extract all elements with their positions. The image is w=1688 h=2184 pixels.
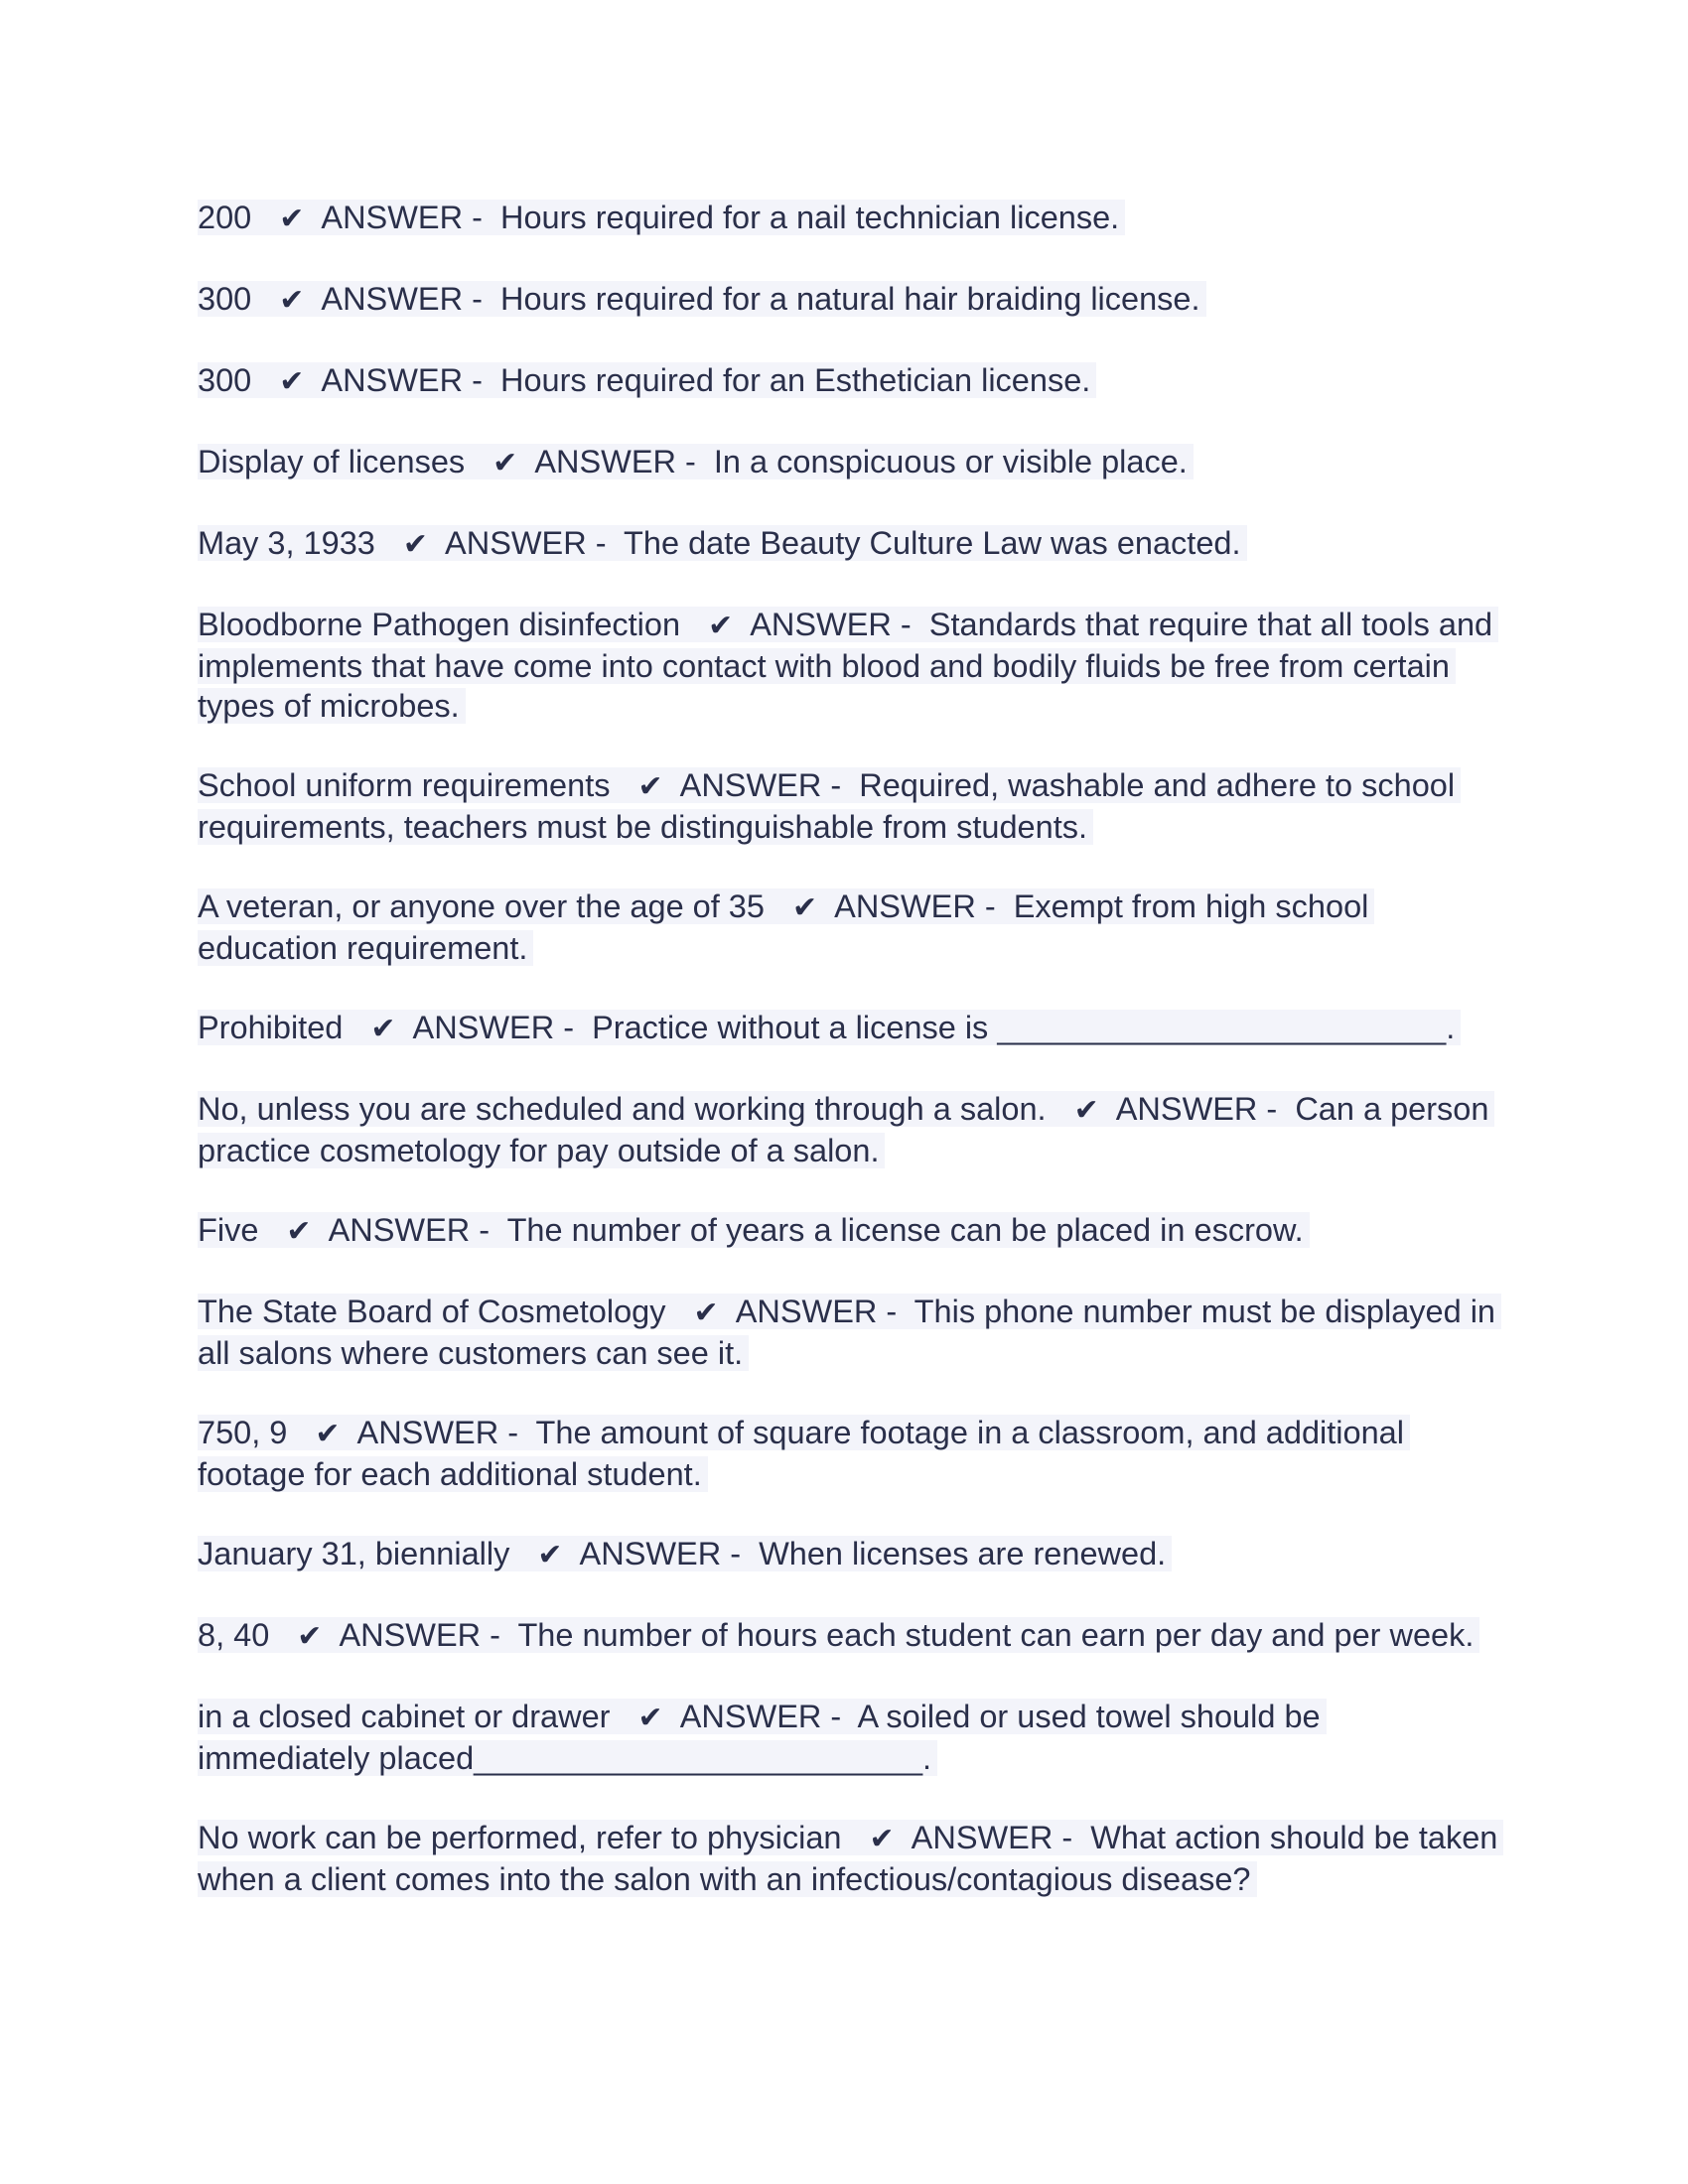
check-mark-icon: ✔ (286, 1214, 312, 1249)
definition: The amount of square footage in a classroom, and additional footage for each additional student. (198, 1415, 1404, 1492)
qa-item (198, 1089, 1498, 1170)
qa-item (198, 279, 1498, 321)
definition: What action should be taken when a client comes into the salon with an infectious/contagious disease? (198, 1820, 1498, 1897)
qa-item (198, 198, 1498, 239)
qa-item (198, 887, 1498, 968)
term: Five (198, 1212, 259, 1248)
term: May 3, 1933 (198, 525, 375, 561)
definition: Hours required for a natural hair braiding license. (499, 281, 1200, 317)
term: Prohibited (198, 1010, 344, 1045)
document-page (198, 198, 1498, 1939)
answer-label: ANSWER - (1115, 1091, 1278, 1127)
answer-label: ANSWER - (339, 1617, 500, 1653)
term: January 31, biennially (198, 1536, 510, 1571)
definition: Exempt from high school education requirement. (198, 888, 1369, 966)
answer-label: ANSWER - (750, 607, 912, 642)
answer-label: ANSWER - (679, 1699, 842, 1734)
answer-label: ANSWER - (735, 1294, 898, 1329)
qa-item (198, 1534, 1498, 1575)
definition: In a conspicuous or visible place. (713, 444, 1188, 479)
answer-label: ANSWER - (911, 1820, 1073, 1855)
definition: Hours required for a nail technician license. (499, 200, 1120, 235)
definition: This phone number must be displayed in all salons where customers can see it. (198, 1294, 1496, 1371)
check-mark-icon: ✔ (315, 1417, 341, 1451)
check-mark-icon: ✔ (869, 1822, 895, 1856)
term: in a closed cabinet or drawer (198, 1699, 611, 1734)
check-mark-icon: ✔ (537, 1538, 563, 1572)
definition: Hours required for an Esthetician license. (499, 362, 1091, 398)
term: School uniform requirements (198, 767, 611, 803)
check-mark-icon: ✔ (708, 609, 734, 643)
term: A veteran, or anyone over the age of 35 (198, 888, 765, 924)
check-mark-icon: ✔ (279, 202, 305, 236)
definition: Standards that require that all tools and implements that have come into contact with blood and bodily fluids be free from certain types of microbes. (198, 607, 1493, 724)
term: Bloodborne Pathogen disinfection (198, 607, 681, 642)
check-mark-icon: ✔ (279, 283, 305, 318)
definition: Practice without a license is _________________________. (592, 1010, 1456, 1045)
definition: Required, washable and adhere to school requirements, teachers must be distinguishable from students. (198, 767, 1456, 845)
term: 8, 40 (198, 1617, 270, 1653)
answer-label: ANSWER - (412, 1010, 575, 1045)
check-mark-icon: ✔ (791, 890, 818, 925)
answer-label: ANSWER - (834, 888, 996, 924)
definition: Can a person practice cosmetology for pay outside of a salon. (198, 1091, 1489, 1168)
qa-item (198, 605, 1498, 726)
qa-item (198, 523, 1498, 565)
term: 300 (198, 281, 252, 317)
qa-item (198, 360, 1498, 402)
definition: The number of years a license can be placed in escrow. (506, 1212, 1304, 1248)
definition: The number of hours each student can earn per day and per week. (517, 1617, 1475, 1653)
qa-item (198, 1292, 1498, 1373)
check-mark-icon: ✔ (637, 769, 663, 804)
answer-label: ANSWER - (579, 1536, 742, 1571)
check-mark-icon: ✔ (402, 527, 429, 562)
answer-label: ANSWER - (679, 767, 842, 803)
definition: A soiled or used towel should be immediately placed_________________________. (198, 1699, 1321, 1776)
check-mark-icon: ✔ (370, 1012, 396, 1046)
term: 200 (198, 200, 252, 235)
check-mark-icon: ✔ (297, 1619, 323, 1654)
term: Display of licenses (198, 444, 466, 479)
check-mark-icon: ✔ (279, 364, 305, 399)
check-mark-icon: ✔ (693, 1296, 719, 1330)
term: No, unless you are scheduled and working through a salon. (198, 1091, 1047, 1127)
qa-item (198, 1697, 1498, 1778)
answer-label: ANSWER - (534, 444, 696, 479)
answer-label: ANSWER - (356, 1415, 519, 1450)
definition: The date Beauty Culture Law was enacted. (624, 525, 1241, 561)
definition: When licenses are renewed. (759, 1536, 1167, 1571)
qa-item (198, 1818, 1498, 1899)
term: 750, 9 (198, 1415, 288, 1450)
check-mark-icon: ✔ (492, 446, 518, 480)
qa-item (198, 1413, 1498, 1494)
check-mark-icon: ✔ (637, 1701, 663, 1735)
qa-item (198, 442, 1498, 483)
answer-label: ANSWER - (328, 1212, 491, 1248)
answer-label: ANSWER - (445, 525, 607, 561)
qa-item (198, 765, 1498, 847)
qa-item (198, 1210, 1498, 1252)
term: The State Board of Cosmetology (198, 1294, 666, 1329)
answer-label: ANSWER - (321, 281, 483, 317)
answer-label: ANSWER - (321, 200, 483, 235)
term: No work can be performed, refer to physician (198, 1820, 842, 1855)
answer-label: ANSWER - (321, 362, 483, 398)
qa-item (198, 1008, 1498, 1049)
qa-item (198, 1615, 1498, 1657)
check-mark-icon: ✔ (1073, 1093, 1099, 1128)
term: 300 (198, 362, 252, 398)
